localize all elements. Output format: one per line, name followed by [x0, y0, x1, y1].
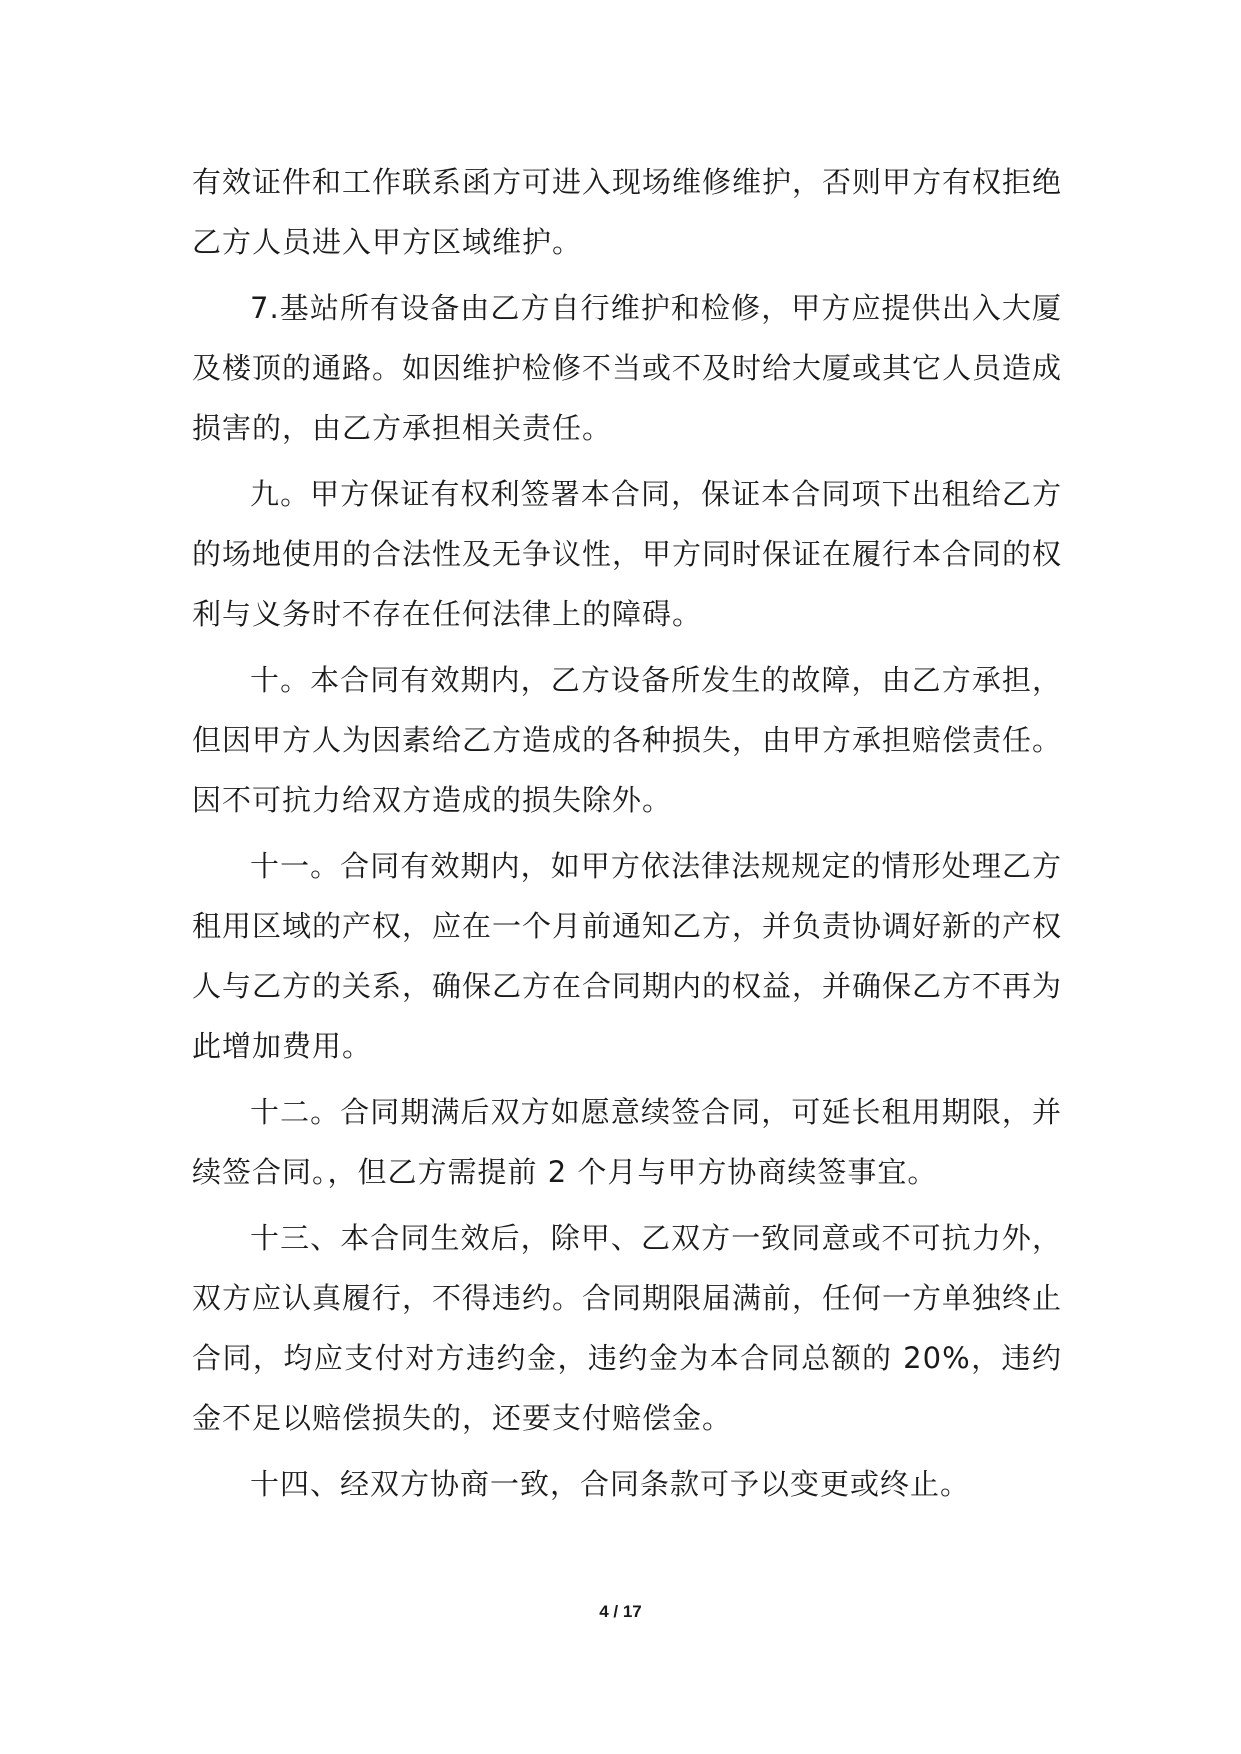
paragraph-clause-9: 九。甲方保证有权利签署本合同，保证本合同项下出租给乙方的场地使用的合法性及无争议性，甲方同时保证在履行本合同的权利与义务时不存在任何法律上的障碍。: [192, 477, 1063, 631]
paragraph-clause-13: 十三、本合同生效后，除甲、乙双方一致同意或不可抗力外，双方应认真履行，不得违约。合同期限届满前，任何一方单独终止合同，均应支付对方违约金，违约金为本合同总额的 20%，违约金不足以赔偿损失的，还要支付赔偿金。: [192, 1221, 1063, 1435]
paragraph-clause-14: 十四、经双方协商一致，合同条款可予以变更或终止。: [250, 1467, 971, 1501]
paragraph-clause-11: 十一。合同有效期内，如甲方依法律法规规定的情形处理乙方租用区域的产权，应在一个月前通知乙方，并负责协调好新的产权人与乙方的关系，确保乙方在合同期内的权益，并确保乙方不再为此增加费用。: [192, 849, 1063, 1063]
paragraph-clause-10: 十。本合同有效期内，乙方设备所发生的故障，由乙方承担，但因甲方人为因素给乙方造成的各种损失，由甲方承担赔偿责任。因不可抗力给双方造成的损失除外。: [192, 663, 1063, 817]
paragraph-clause-12: 十二。合同期满后双方如愿意续签合同，可延长租用期限，并续签合同。，但乙方需提前 2 个月与甲方协商续签事宜。: [192, 1095, 1062, 1189]
paragraph-clause-7: 7.基站所有设备由乙方自行维护和检修，甲方应提供出入大厦及楼顶的通路。如因维护检修不当或不及时给大厦或其它人员造成损害的，由乙方承担相关责任。: [192, 291, 1063, 445]
paragraph-continuation: 有效证件和工作联系函方可进入现场维修维护，否则甲方有权拒绝乙方人员进入甲方区域维护。: [192, 165, 1063, 259]
page-number: 4 / 17: [599, 1602, 642, 1621]
document-body: [192, 152, 1062, 1520]
